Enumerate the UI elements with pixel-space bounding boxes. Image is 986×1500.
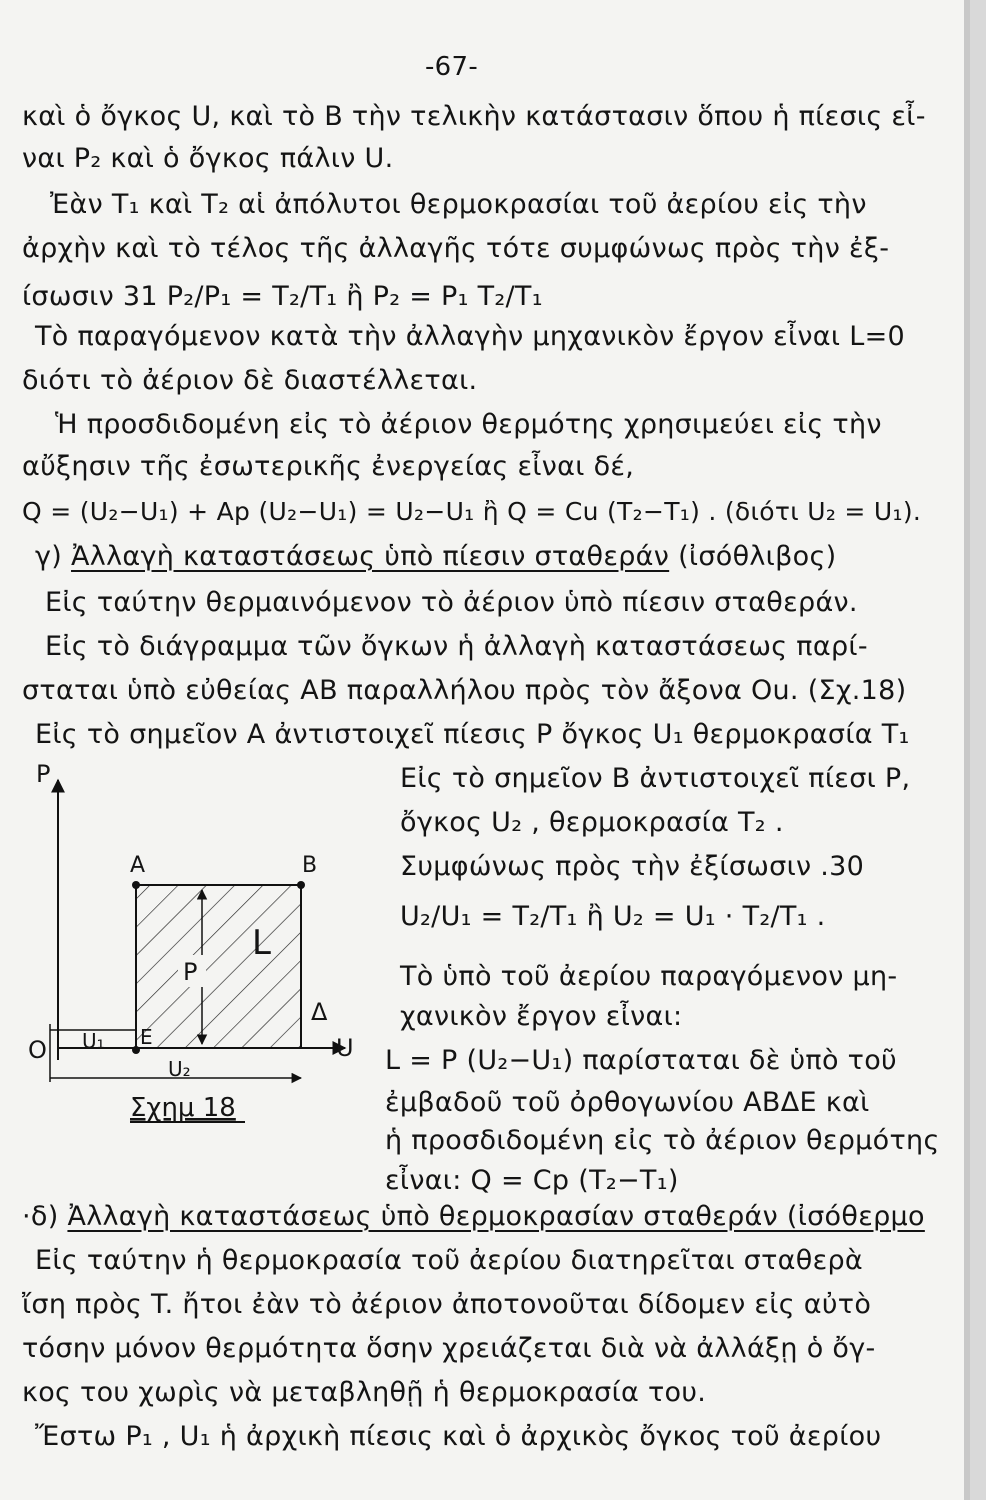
section-label: ·δ) (22, 1201, 59, 1232)
pressure-label: P (183, 958, 198, 986)
text-line: κος του χωρὶς νὰ μεταβληθῇ ἡ θερμοκρασία του. (22, 1377, 707, 1408)
text-line: Εἰς ταύτην θερμαινόμενον τὸ ἀέριον ὑπὸ πίεσιν σταθεράν. (45, 587, 858, 618)
section-subtitle: (ἰσόθλιβος) (678, 541, 837, 572)
equation-line: Q = (U₂−U₁) + Ap (U₂−U₁) = U₂−U₁ ἢ Q = Cu (T₂−T₁) . (διότι U₂ = U₁). (22, 497, 922, 526)
text-line: ἴση πρὸς T. ἤτοι ἐὰν τὸ ἀέριον ἀποτονοῦται δίδομεν εἰς αὐτὸ (22, 1289, 872, 1320)
text-line: αὔξησιν τῆς ἐσωτερικῆς ἐνεργείας εἶναι δέ, (22, 451, 635, 482)
text-line: ἡ προσδιδομένη εἰς τὸ ἀέριον θερμότης (385, 1125, 940, 1156)
equation-line: U₂/U₁ = T₂/T₁ ἢ U₂ = U₁ · T₂/T₁ . (400, 901, 826, 932)
axis-label-u: U (336, 1034, 354, 1062)
section-heading (35, 540, 836, 574)
text-line: Ἡ προσδιδομένη εἰς τὸ ἀέριον θερμότης χρησιμεύει εἰς τὴν (55, 409, 882, 440)
text-line: Ἔστω P₁ , U₁ ἡ ἀρχικὴ πίεσις καὶ ὁ ἀρχικὸς ὄγκος τοῦ ἀερίου (35, 1421, 882, 1452)
section-heading (22, 1200, 925, 1234)
section-title: Ἀλλαγὴ καταστάσεως ὑπὸ πίεσιν σταθεράν (71, 541, 670, 572)
text-line: Εἰς τὸ διάγραμμα τῶν ὄγκων ἡ ἀλλαγὴ καταστάσεως παρί- (45, 631, 868, 662)
text-line: Εἰς τὸ σημεῖον A ἀντιστοιχεῖ πίεσις P ὄγκος U₁ θερμοκρασία T₁ (35, 719, 910, 750)
page-number: -67- (425, 52, 479, 82)
text-line: Τὸ παραγόμενον κατὰ τὴν ἀλλαγὴν μηχανικὸν ἔργον εἶναι L=0 (35, 321, 905, 352)
axis-label-p: P (36, 760, 51, 788)
point-d-label: Δ (311, 998, 328, 1026)
u2-label: U₂ (168, 1057, 191, 1081)
figure-caption: Σχημ 18 (130, 1093, 236, 1123)
origin-label: O (28, 1036, 47, 1064)
point-b-label: B (302, 853, 318, 878)
text-line: ἀρχὴν καὶ τὸ τέλος τῆς ἀλλαγῆς τότε συμφώνως πρὸς τὴν ἐξ- (22, 233, 890, 264)
text-line: ὄγκος U₂ , θερμοκρασία T₂ . (400, 807, 784, 838)
text-line: καὶ ὁ ὄγκος U, καὶ τὸ B τὴν τελικὴν κατάστασιν ὅπου ἡ πίεσις εἶ- (22, 101, 926, 132)
work-area-rectangle (136, 885, 301, 1048)
text-line: διότι τὸ ἀέριον δὲ διαστέλλεται. (22, 365, 478, 396)
text-line: ἐμβαδοῦ τοῦ ὀρθογωνίου ΑΒΔΕ καὶ (385, 1087, 870, 1118)
section-label: γ) (35, 541, 63, 572)
text-line: τόσην μόνον θερμότητα ὅσην χρειάζεται διὰ νὰ ἀλλάξῃ ὁ ὄγ- (22, 1333, 876, 1364)
text-line: σταται ὑπὸ εὐθείας AB παραλλήλου πρὸς τὸν ἄξονα Ou. (Σχ.18) (22, 675, 907, 706)
equation-line: L = P (U₂−U₁) παρίσταται δὲ ὑπὸ τοῦ (385, 1045, 897, 1076)
text-line: Εἰς ταύτην ἡ θερμοκρασία τοῦ ἀερίου διατηρεῖται σταθερὰ (35, 1245, 864, 1276)
point-a-label: A (130, 853, 146, 878)
equation-line: εἶναι: Q = Cp (T₂−T₁) (385, 1165, 679, 1196)
u1-label: U₁ (82, 1029, 105, 1053)
text-line: ναι P₂ καὶ ὁ ὄγκος πάλιν U. (22, 143, 394, 174)
point-a-marker (132, 881, 140, 889)
point-b-marker (297, 881, 305, 889)
equation-line: ίσωσιν 31 P₂/P₁ = T₂/T₁ ἢ P₂ = P₁ T₂/T₁ (22, 281, 543, 312)
point-e-label: E (140, 1025, 153, 1049)
figure-18-diagram (20, 760, 380, 1130)
text-line: Εἰς τὸ σημεῖον B ἀντιστοιχεῖ πίεσι P, (400, 763, 911, 794)
section-title: Ἀλλαγὴ καταστάσεως ὑπὸ θερμοκρασίαν σταθεράν (ἰσόθερμο (67, 1201, 925, 1232)
text-line: Τὸ ὑπὸ τοῦ ἀερίου παραγόμενον μη- (400, 961, 898, 992)
work-label: L (252, 923, 271, 963)
text-line: χανικὸν ἔργον εἶναι: (400, 1001, 683, 1032)
text-line: Ἐὰν T₁ καὶ T₂ αἱ ἀπόλυτοι θερμοκρασίαι τοῦ ἀερίου εἰς τὴν (50, 189, 867, 220)
text-line: Συμφώνως πρὸς τὴν ἐξίσωσιν .30 (400, 851, 865, 882)
